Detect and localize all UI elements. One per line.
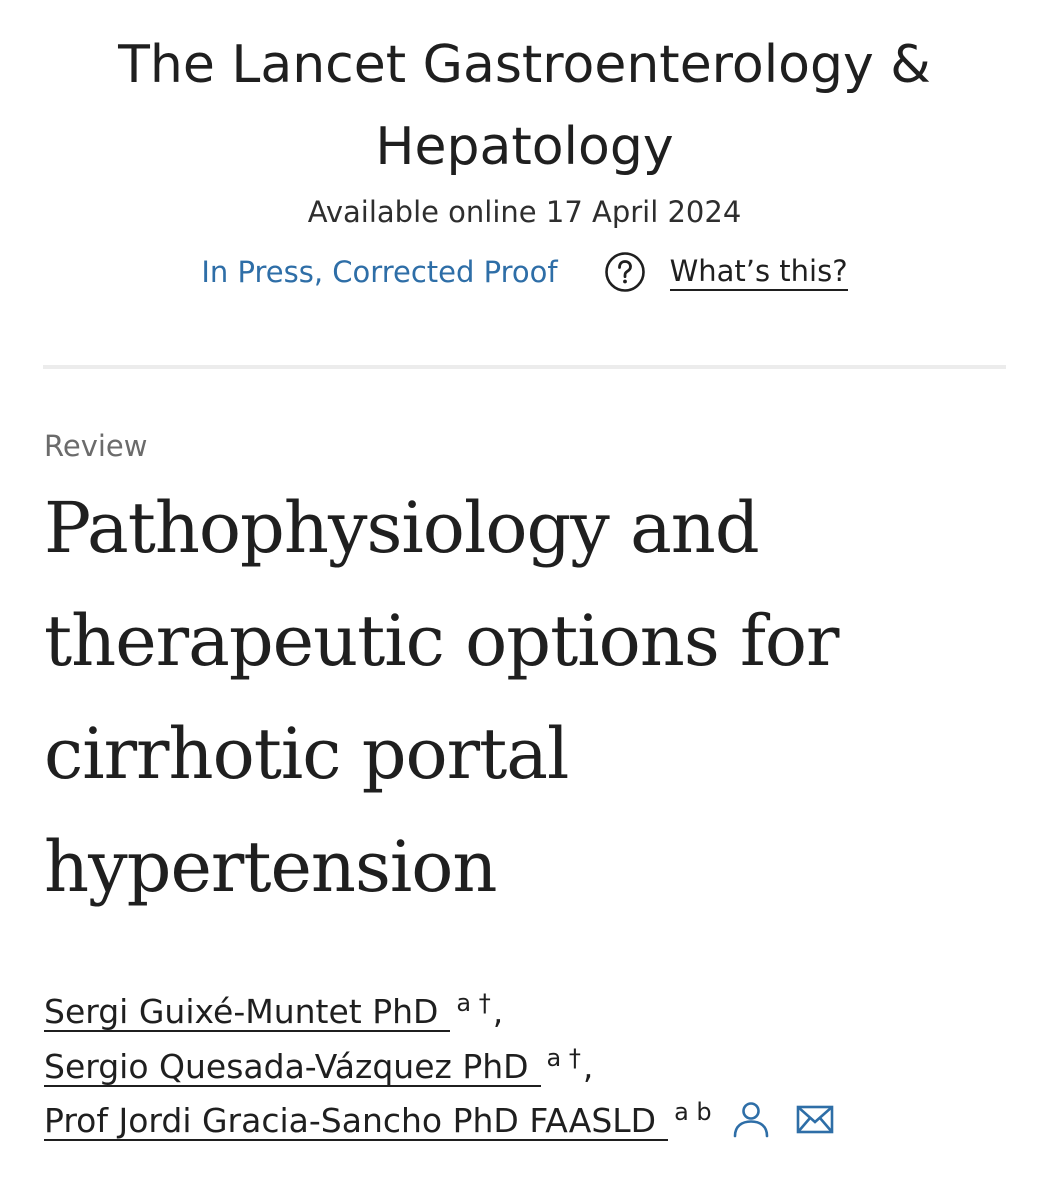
publication-status-row — [0, 250, 1049, 294]
author-affiliation: a b — [674, 1098, 712, 1126]
person-icon[interactable] — [732, 1100, 770, 1138]
article-title-line: Pathophysiology and — [44, 487, 759, 569]
author-item — [44, 984, 1004, 1039]
author-link[interactable]: Prof Jordi Gracia-Sancho PhD FAASLD — [44, 1103, 668, 1141]
article-title-line: therapeutic options for — [44, 600, 839, 682]
author-separator: , — [492, 992, 504, 1031]
author-affiliation: a † — [456, 989, 491, 1017]
article-type: Review — [44, 429, 148, 463]
author-item — [44, 1039, 1004, 1094]
article-title-line: cirrhotic portal — [44, 713, 569, 795]
article-title-line: hypertension — [44, 826, 497, 908]
question-circle-icon[interactable] — [604, 251, 646, 293]
author-affiliation: a † — [546, 1044, 581, 1072]
author-separator: , — [582, 1047, 594, 1086]
author-link[interactable]: Sergio Quesada-Vázquez PhD — [44, 1049, 541, 1087]
header-divider — [43, 365, 1006, 369]
author-list — [44, 984, 1004, 1149]
journal-title-line1[interactable]: The Lancet Gastroenterology & — [118, 35, 931, 95]
available-online-date: Available online 17 April 2024 — [307, 195, 742, 229]
author-item — [44, 1094, 1004, 1149]
journal-title-line2[interactable]: Hepatology — [375, 117, 674, 177]
in-press-status: In Press, Corrected Proof — [201, 255, 558, 289]
author-contact-icons — [732, 1100, 860, 1138]
author-link[interactable]: Sergi Guixé-Muntet PhD — [44, 994, 450, 1032]
envelope-icon[interactable] — [796, 1100, 834, 1138]
journal-title[interactable] — [0, 24, 1049, 188]
article-title — [44, 472, 1004, 924]
whats-this-label[interactable]: What’s this? — [670, 253, 848, 291]
whats-this-link[interactable] — [604, 251, 848, 293]
